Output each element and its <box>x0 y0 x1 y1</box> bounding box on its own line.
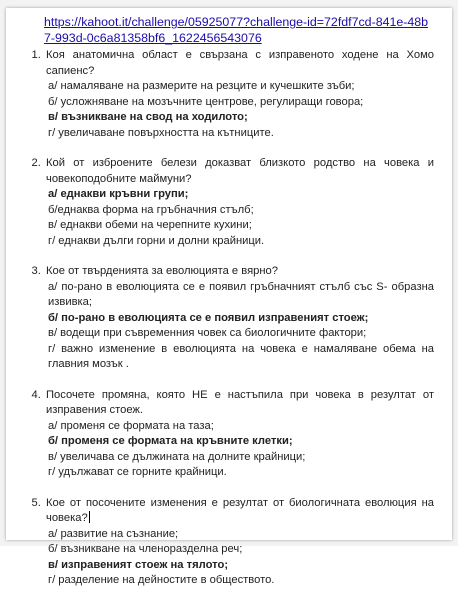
answer-option: в/ водещи при съвременния човек са биологичните фактори; <box>48 327 367 339</box>
question-item <box>44 156 434 264</box>
answer-option: в/ увеличава се дължината на долните крайници; <box>48 450 306 463</box>
paragraph-gap <box>46 481 434 496</box>
answer-option: а/ намаляване на размерите на резците и кучешките зъби; <box>48 80 355 92</box>
answer-option: г/ разделение на дейностите в обществото. <box>48 574 275 586</box>
paragraph-gap <box>46 373 434 388</box>
answer-option: а/ променя се формата на таза; <box>48 419 214 432</box>
document-page[interactable] <box>6 8 452 586</box>
answer-option-correct: б/ по-рано в еволюцията се е появил изправеният стоеж; <box>48 311 369 324</box>
question-text: 3. Кое от твърденията за еволюцията е вярно? <box>46 265 278 277</box>
question-text: 2. Кой от изброените белези доказват близкото родство на човека и човекоподобните маймуни? <box>46 157 434 185</box>
paragraph-gap <box>46 249 434 264</box>
answer-option: а/ развитие на съзнание; <box>48 527 179 540</box>
question-text: 1. Коя анатомична област е свързана с изправеното ходене на Хомо сапиенс? <box>46 49 434 77</box>
question-text: 4. Посочете промяна, която НЕ е настъпила при човека в резултат от изправения стоеж. <box>46 388 434 416</box>
question-item <box>44 264 434 388</box>
kahoot-challenge-link[interactable]: https://kahoot.it/challenge/05925077?challenge-id=72fdf7cd-841e-48b7-993d-0c6a81358bf6_1622456543076 <box>44 15 429 45</box>
answer-option-correct: в/ изправеният стоеж на тялото; <box>48 558 229 571</box>
question-item <box>44 48 434 156</box>
paragraph-gap <box>46 141 434 156</box>
question-item <box>44 496 434 589</box>
text-cursor <box>89 511 90 523</box>
answer-option: г/ удължават се горните крайници. <box>48 466 227 478</box>
question-text <box>46 496 434 527</box>
question-list <box>24 48 434 589</box>
answer-option: г/ увеличаване повърхността на кътниците. <box>48 126 274 139</box>
answer-option-correct: а/ еднакви кръвни групи; <box>48 188 189 200</box>
question-item <box>44 388 434 496</box>
answer-option: б/ усложняване на мозъчните центрове, регулиращи говора; <box>48 95 364 108</box>
answer-option: а/ по-рано в еволюцията се е появил гръбначният стълб със S- образна извивка; <box>48 280 434 308</box>
answer-option-correct: в/ възникване на свод на ходилото; <box>48 111 248 123</box>
answer-option: г/ важно изменение в еволюцията на човека е намаляване обема на главния мозък . <box>48 342 434 370</box>
answer-option: б/еднаква форма на гръбначния стълб; <box>48 203 254 216</box>
answer-option: б/ възникване на членоразделна реч; <box>48 543 243 555</box>
question-text-content: Кое от посочените изменения е резултат от биологичната еволюция на човека? <box>46 496 434 524</box>
answer-option-correct: б/ променя се формата на кръвните клетки; <box>48 435 293 447</box>
answer-option: г/ еднакви дълги горни и долни крайници. <box>48 234 265 247</box>
answer-option: в/ еднакви обеми на черепните кухини; <box>48 219 252 231</box>
